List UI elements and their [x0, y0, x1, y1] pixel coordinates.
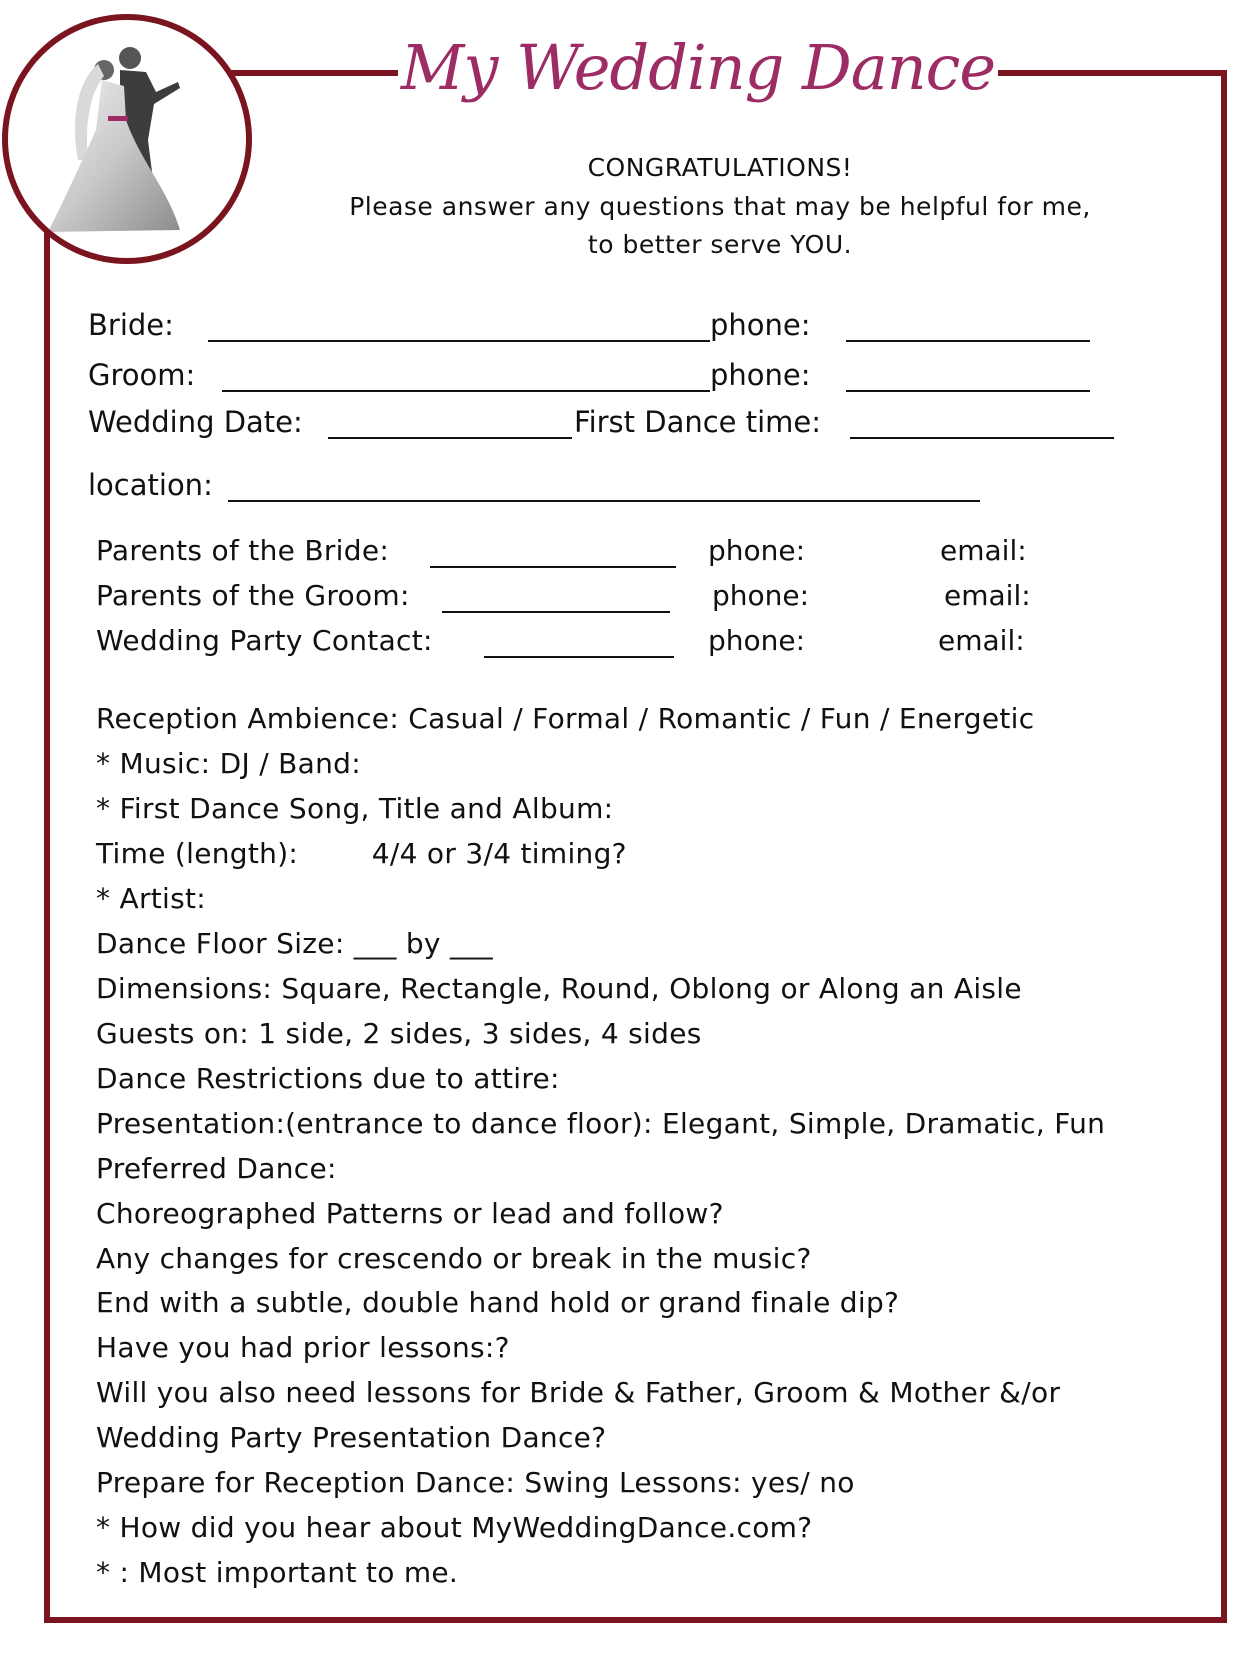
question-dance-floor-size: Dance Floor Size: ___ by ___ — [96, 927, 493, 960]
logo-badge — [2, 14, 252, 264]
first-dance-time-label: First Dance time: — [574, 405, 822, 439]
bride-phone-blank[interactable] — [846, 340, 1090, 342]
question-dimensions: Dimensions: Square, Rectangle, Round, Oblong or Along an Aisle — [96, 972, 1022, 1005]
groom-parents-blank[interactable] — [442, 611, 670, 613]
intro-line-2: Please answer any questions that may be helpful for me, — [349, 192, 1091, 221]
groom-name-blank[interactable] — [222, 390, 710, 392]
question-time-length: Time (length): 4/4 or 3/4 timing? — [96, 837, 627, 870]
location-label: location: — [88, 468, 213, 502]
groom-phone-blank[interactable] — [846, 390, 1090, 392]
party-contact-phone-label: phone: — [708, 624, 806, 657]
question-guests-on: Guests on: 1 side, 2 sides, 3 sides, 4 sides — [96, 1017, 702, 1050]
question-swing-lessons: Prepare for Reception Dance: Swing Lessons: yes/ no — [96, 1466, 855, 1499]
dancing-couple-icon — [8, 20, 248, 260]
groom-parents-email-label: email: — [944, 579, 1031, 612]
bride-parents-email-label: email: — [940, 534, 1027, 567]
title-banner — [398, 18, 998, 118]
groom-label: Groom: — [88, 358, 196, 392]
party-contact-label: Wedding Party Contact: — [96, 624, 433, 657]
intro-line-1: CONGRATULATIONS! — [587, 153, 853, 182]
question-additional-lessons-cont: Wedding Party Presentation Dance? — [96, 1421, 607, 1454]
first-dance-time-blank[interactable] — [850, 437, 1114, 439]
question-referral: * How did you hear about MyWeddingDance.com? — [96, 1511, 813, 1544]
question-reception-ambience: Reception Ambience: Casual / Formal / Romantic / Fun / Energetic — [96, 702, 1035, 735]
question-music: * Music: DJ / Band: — [96, 747, 361, 780]
bride-name-blank[interactable] — [208, 340, 710, 342]
intro-line-3: to better serve YOU. — [587, 230, 853, 259]
bride-parents-label: Parents of the Bride: — [96, 534, 390, 567]
party-contact-email-label: email: — [938, 624, 1025, 657]
legend-most-important: * : Most important to me. — [96, 1556, 459, 1589]
question-choreographed: Choreographed Patterns or lead and follow? — [96, 1197, 724, 1230]
groom-phone-label: phone: — [710, 358, 811, 392]
groom-parents-label: Parents of the Groom: — [96, 579, 410, 612]
question-additional-lessons: Will you also need lessons for Bride & Father, Groom & Mother &/or — [96, 1376, 1061, 1409]
page-title: My Wedding Dance — [400, 31, 996, 104]
bride-parents-blank[interactable] — [430, 566, 676, 568]
location-blank[interactable] — [228, 500, 980, 502]
question-dance-restrictions: Dance Restrictions due to attire: — [96, 1062, 560, 1095]
question-crescendo: Any changes for crescendo or break in the music? — [96, 1242, 812, 1275]
bride-phone-label: phone: — [710, 308, 811, 342]
question-first-dance-song: * First Dance Song, Title and Album: — [96, 792, 614, 825]
bride-label: Bride: — [88, 308, 174, 342]
wedding-date-label: Wedding Date: — [88, 405, 303, 439]
groom-parents-phone-label: phone: — [712, 579, 810, 612]
bride-parents-phone-label: phone: — [708, 534, 806, 567]
question-presentation: Presentation:(entrance to dance floor): Elegant, Simple, Dramatic, Fun — [96, 1107, 1106, 1140]
question-artist: * Artist: — [96, 882, 207, 915]
question-prior-lessons: Have you had prior lessons:? — [96, 1331, 510, 1364]
question-preferred-dance: Preferred Dance: — [96, 1152, 337, 1185]
wedding-date-blank[interactable] — [328, 437, 572, 439]
party-contact-blank[interactable] — [484, 656, 674, 658]
question-ending: End with a subtle, double hand hold or grand finale dip? — [96, 1286, 900, 1319]
